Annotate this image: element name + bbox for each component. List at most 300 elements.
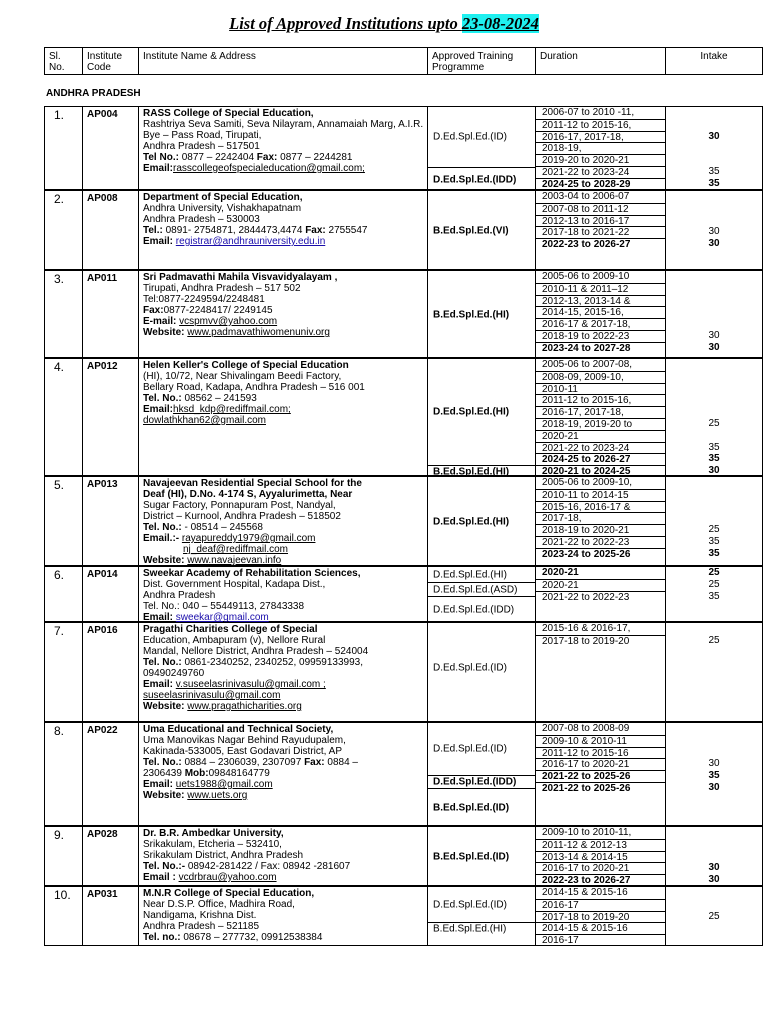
duration-entry: 2016-17 & 2017-18, <box>536 318 665 330</box>
header-code: Institute Code <box>82 48 138 74</box>
email-link[interactable]: rasscollegeofspecialeducation@gmail.com; <box>173 163 365 174</box>
email-label: Email: <box>143 163 174 174</box>
table-row <box>44 476 763 566</box>
sl-number: 5. <box>54 478 65 492</box>
email-link[interactable]: uets1988@gmail.com <box>175 779 273 790</box>
duration-entry: 2019-20 to 2020-21 <box>536 154 665 166</box>
programme-item <box>428 827 535 887</box>
intake-value: 35 <box>708 590 720 602</box>
email-label: E-mail: <box>143 316 177 327</box>
intake-value: 35 <box>708 177 720 189</box>
contact-line <box>143 768 425 779</box>
email-line <box>143 236 425 247</box>
intake-value: 35 <box>708 166 720 177</box>
programme-name: D.Ed.Spl.Ed.(ID) <box>433 662 507 674</box>
email-link[interactable]: vcdrbrau@yahoo.com <box>178 872 277 883</box>
duration-entry: 2015-16, 2016-17 & <box>536 501 665 513</box>
intake-value: 35 <box>708 547 720 559</box>
programme-name: D.Ed.Spl.Ed.(ID) <box>433 899 507 910</box>
programme-name: D.Ed.Spl.Ed.(IDD) <box>433 174 517 185</box>
header-sl: Sl. No. <box>49 51 65 73</box>
website-link[interactable]: www.pragathicharities.org <box>187 701 302 712</box>
sl-number: 8. <box>54 724 65 738</box>
duration-cell <box>535 359 665 478</box>
tel-value: - 08514 – 245568 <box>184 522 263 533</box>
duration-entry: 2020-21 <box>536 430 665 442</box>
programme-item <box>428 567 535 582</box>
intake-value: 25 <box>708 418 720 429</box>
institute-code: AP011 <box>82 271 138 357</box>
tel-value: 08562 – 241593 <box>184 393 257 404</box>
duration-entry: 2010-11 & 2011–12 <box>536 283 665 295</box>
intake-value: 30 <box>708 226 720 238</box>
contact-line <box>143 932 425 943</box>
website-line <box>143 790 425 801</box>
intake-value: 35 <box>708 536 720 547</box>
contact-line <box>143 152 425 163</box>
duration-entry: 2011-12 to 2015-16, <box>536 394 665 406</box>
programme-name: D.Ed.Spl.Ed.(HI) <box>433 406 510 418</box>
email-link[interactable]: rayapureddy1979@gmail.com <box>181 533 316 544</box>
website-link[interactable]: www.navajeevan.info <box>187 555 282 566</box>
programme-item <box>428 775 535 788</box>
programme-cell <box>427 107 535 189</box>
sl-number: 7. <box>54 624 65 638</box>
duration-entry: 2020-21 <box>542 567 579 578</box>
address-line: Srikakulam District, Andhra Pradesh <box>143 850 304 861</box>
intake-value: 25 <box>708 634 720 646</box>
institute-address <box>138 623 427 721</box>
intake-cell <box>665 827 762 885</box>
institute-address <box>138 107 427 189</box>
institute-name: RASS College of Special Education, <box>143 108 314 119</box>
address-line: Uma Manovikas Nagar Behind Rayudupalem, <box>143 735 346 746</box>
institute-address <box>138 271 427 357</box>
intake-value: 35 <box>708 770 720 782</box>
intake-cell <box>665 723 762 825</box>
programme-cell <box>427 887 535 945</box>
duration-cell <box>535 623 665 721</box>
fax-value: 0877-2248417/ 2249145 <box>163 305 273 316</box>
email-label: Email.:- <box>143 533 180 544</box>
tel-label: Tel. No.: <box>143 657 182 668</box>
address-line: Sugar Factory, Ponnapuram Post, Nandyal, <box>143 500 336 511</box>
duration-entry: 2011-12 to 2015-16 <box>536 747 665 759</box>
website-label: Website: <box>143 555 185 566</box>
duration-entry: 2016-17, 2017-18, <box>536 131 665 143</box>
email-link[interactable]: dowlathkhan62@gmail.com <box>143 415 266 426</box>
email-link[interactable]: sweekar@gmail.com <box>175 612 269 623</box>
programme-item <box>428 788 535 827</box>
duration-entry: 2016-17 to 2020-21 <box>536 758 665 770</box>
email-label: Email : <box>143 872 176 883</box>
email-line <box>143 163 425 174</box>
sl-number: 3. <box>54 272 65 286</box>
table-header <box>44 47 763 75</box>
website-line <box>143 555 425 566</box>
email-link[interactable]: v.suseelasrinivasulu@gmail.com ; <box>175 679 326 690</box>
duration-entry: 2014-15, 2015-16, <box>536 306 665 318</box>
duration-entry: 2020-21 <box>536 579 665 591</box>
table-row <box>44 622 763 722</box>
duration-cell <box>535 827 665 885</box>
intake-value: 35 <box>708 441 720 453</box>
programme-cell <box>427 623 535 721</box>
programme-name: B.Ed.Spl.Ed.(HI) <box>433 309 510 321</box>
contact-line <box>143 657 425 668</box>
sl-number: 9. <box>54 828 65 842</box>
programme-cell <box>427 827 535 885</box>
email-link[interactable]: hksd_kdp@rediffmail.com; <box>173 404 291 415</box>
mob-label: Mob: <box>184 768 209 779</box>
tel-label: Tel. No.: <box>143 393 182 404</box>
programme-name: B.Ed.Spl.Ed.(VI) <box>433 225 509 237</box>
email-label: Email: <box>143 779 174 790</box>
duration-entry: 2021-22 to 2025-26 <box>536 770 665 782</box>
duration-entry: 2021-22 to 2025-26 <box>536 782 665 794</box>
duration-cell <box>535 887 665 945</box>
institute-code: AP031 <box>82 887 138 945</box>
intake-value: 35 <box>708 453 720 465</box>
address-line: Andhra Pradesh – 521185 <box>143 921 260 932</box>
duration-entry: 2020-21 to 2024-25 <box>536 465 665 477</box>
table-row <box>44 886 763 946</box>
duration-entry: 2022-23 to 2026-27 <box>536 874 665 886</box>
contact-line: Tel. No.: 040 – 55449113, 27843338 <box>143 601 305 612</box>
programme-item <box>428 107 535 167</box>
institute-name: Uma Educational and Technical Society, <box>143 724 334 735</box>
programme-cell <box>427 723 535 825</box>
intake-cell <box>665 359 762 475</box>
duration-entry: 2023-24 to 2027-28 <box>536 342 665 354</box>
duration-entry: 2011-12 to 2015-16, <box>536 119 665 131</box>
programme-name: D.Ed.Spl.Ed.(HI) <box>433 569 507 580</box>
contact-line <box>143 522 425 533</box>
duration-entry: 2018-19, 2019-20 to <box>536 418 665 430</box>
duration-entry: 2015-16 & 2016-17, <box>542 623 631 634</box>
email-line <box>143 779 425 790</box>
programme-item <box>428 191 535 271</box>
duration-entry: 2012-13, 2013-14 & <box>536 295 665 307</box>
email-line <box>143 404 425 415</box>
institute-name: Helen Keller's College of Special Education <box>143 360 349 371</box>
address-line: Andhra Pradesh – 530003 <box>143 214 260 225</box>
table-row <box>44 358 763 476</box>
fax-label: Fax: <box>256 152 278 163</box>
duration-entry: 2008-09, 2009-10, <box>536 371 665 383</box>
duration-entry: 2016-17, 2017-18, <box>536 406 665 418</box>
intake-value: 25 <box>708 910 720 922</box>
duration-entry: 2007-08 to 2008-09 <box>542 723 630 734</box>
address-line: District – Kurnool, Andhra Pradesh – 518502 <box>143 511 341 522</box>
programme-item <box>428 723 535 775</box>
programme-name: D.Ed.Spl.Ed.(HI) <box>433 516 510 528</box>
duration-entry: 2005-06 to 2007-08, <box>542 359 633 370</box>
institute-address <box>138 887 427 945</box>
institute-name: Dr. B.R. Ambedkar University, <box>143 828 284 839</box>
duration-entry: 2021-22 to 2022-23 <box>536 536 665 548</box>
duration-entry: 2017-18, <box>536 512 665 524</box>
programme-item <box>428 359 535 465</box>
intake-value: 30 <box>708 758 720 770</box>
website-label: Website: <box>143 790 185 801</box>
duration-entry: 2009-10 & 2010-11 <box>536 735 665 747</box>
institute-code: AP028 <box>82 827 138 885</box>
address-line: Mandal, Nellore District, Andhra Pradesh – 524004 <box>143 646 369 657</box>
duration-entry: 2016-17 to 2020-21 <box>536 862 665 874</box>
duration-entry: 2014-15 & 2015-16 <box>542 887 628 898</box>
sl-number: 1. <box>54 108 65 122</box>
duration-cell <box>535 271 665 357</box>
duration-entry: 2021-22 to 2023-24 <box>536 166 665 178</box>
programme-cell <box>427 567 535 621</box>
email-link[interactable]: nj_deaf@rediffmail.com <box>183 544 289 555</box>
duration-entry: 2016-17 <box>536 934 665 946</box>
programme-cell <box>427 359 535 475</box>
table-row <box>44 722 763 826</box>
programme-item <box>428 623 535 713</box>
address-line: Rashtriya Seva Samiti, Seva Nilayram, Annamaiah Marg, A.I.R. Bye – Pass Road, Tirupati, <box>143 119 424 141</box>
email-label: Email: <box>143 236 174 247</box>
duration-entry: 2009-10 to 2010-11, <box>542 827 632 838</box>
institute-code: AP012 <box>82 359 138 475</box>
intake-cell <box>665 107 762 189</box>
duration-entry: 2014-15 & 2015-16 <box>536 922 665 934</box>
email-line <box>143 544 425 555</box>
programme-item <box>428 271 535 359</box>
programme-item <box>428 922 535 934</box>
institute-code: AP016 <box>82 623 138 721</box>
institute-name: M.N.R College of Special Education, <box>143 888 315 899</box>
duration-entry: 2007-08 to 2011-12 <box>536 203 665 215</box>
institute-code: AP014 <box>82 567 138 621</box>
address-line: Andhra University, Vishakhapatnam <box>143 203 302 214</box>
fax-value: 0884 – <box>327 757 358 768</box>
institute-address <box>138 827 427 885</box>
intake-value: 25 <box>708 567 720 578</box>
website-line <box>143 327 425 338</box>
institute-address <box>138 723 427 825</box>
tel-label: Tel. No.:- <box>143 861 186 872</box>
tel-label: Tel.: <box>143 225 163 236</box>
fax-value: 0877 – 2244281 <box>280 152 353 163</box>
institute-code: AP004 <box>82 107 138 189</box>
programme-item <box>428 887 535 922</box>
programme-item <box>428 477 535 567</box>
sl-number: 10. <box>54 888 71 902</box>
institute-address <box>138 567 427 621</box>
contact-line <box>143 225 425 236</box>
sl-number: 2. <box>54 192 65 206</box>
institute-code: AP022 <box>82 723 138 825</box>
intake-value: 25 <box>708 524 720 536</box>
address-line: Andhra Pradesh – 517501 <box>143 141 260 152</box>
institute-address <box>138 477 427 565</box>
intake-cell <box>665 477 762 565</box>
address-line: Srikakulam, Etcheria – 532410, <box>143 839 282 850</box>
duration-entry: 2017-18 to 2021-22 <box>536 226 665 238</box>
duration-entry: 2021-22 to 2022-23 <box>536 591 665 603</box>
institute-code: AP008 <box>82 191 138 269</box>
duration-entry: 2018-19, <box>536 142 665 154</box>
tel-value: 08678 – 277732, 09912538384 <box>183 932 323 943</box>
address-bold: Deaf (HI), D.No. 4-174 S, Ayyalurimetta, Near <box>143 489 353 500</box>
programme-name: D.Ed.Spl.Ed.(ID) <box>433 743 507 755</box>
duration-cell <box>535 107 665 189</box>
programme-item <box>428 167 535 191</box>
institute-address <box>138 191 427 269</box>
document-title <box>0 14 768 34</box>
tel-label: Tel. No.: <box>143 522 182 533</box>
tel-value: 2306439 <box>143 768 182 779</box>
duration-entry: 2017-18 to 2019-20 <box>536 635 665 647</box>
website-label: Website: <box>143 327 185 338</box>
duration-entry: 2003-04 to 2006-07 <box>542 191 630 202</box>
intake-value: 30 <box>708 782 720 793</box>
intake-cell <box>665 271 762 357</box>
institute-name: Sri Padmavathi Mahila Visvavidyalayam , <box>143 272 338 283</box>
intake-value: 30 <box>708 238 720 250</box>
programme-name: B.Ed.Spl.Ed.(HI) <box>433 466 510 477</box>
fax-label: Fax: <box>305 225 326 236</box>
address-line: Nandigama, Krishna Dist. <box>143 910 257 921</box>
intake-value: 30 <box>708 862 720 874</box>
tel-value: 0891- 2754871, 2844473,4474 <box>165 225 303 236</box>
table-row <box>44 190 763 270</box>
duration-entry: 2010-11 <box>536 383 665 395</box>
intake-value: 30 <box>708 330 720 341</box>
intake-value: 30 <box>708 341 720 353</box>
institute-code: AP013 <box>82 477 138 565</box>
institute-name: Sweekar Academy of Rehabilitation Sciences, <box>143 568 361 579</box>
table-row <box>44 826 763 886</box>
programme-name: D.Ed.Spl.Ed.(IDD) <box>433 776 517 788</box>
tel-value: 0884 – 2306039, 2307097 <box>184 757 302 768</box>
website-link[interactable]: www.uets.org <box>187 790 248 801</box>
intake-cell <box>665 191 762 269</box>
header-duration: Duration <box>535 48 665 74</box>
duration-cell <box>535 723 665 825</box>
programme-name: D.Ed.Spl.Ed.(ASD) <box>433 584 518 595</box>
email-line <box>143 679 425 690</box>
email-label: Email: <box>143 404 174 415</box>
email-line <box>143 415 425 426</box>
duration-entry: 2022-23 to 2026-27 <box>536 238 665 250</box>
header-name: Institute Name & Address <box>138 48 427 74</box>
address-line <box>143 489 425 500</box>
address-line: Tel:0877-2249594/2248481 <box>143 294 265 305</box>
state-heading: ANDHRA PRADESH <box>46 88 141 99</box>
duration-entry: 2016-17 <box>536 899 665 911</box>
email-line <box>143 690 425 701</box>
programme-cell <box>427 477 535 565</box>
title-date: 23-08-2024 <box>461 14 539 33</box>
institute-name: Department of Special Education, <box>143 192 303 203</box>
tel-label: Tel No.: <box>143 152 179 163</box>
address-line: Education, Ambapuram (v), Nellore Rural <box>143 635 326 646</box>
intake-cell <box>665 887 762 945</box>
mob-value: 09848164779 <box>208 768 270 779</box>
duration-cell <box>535 477 665 565</box>
intake-cell <box>665 567 762 621</box>
email-line <box>143 316 425 327</box>
duration-entry: 2006-07 to 2010 -11, <box>542 107 635 118</box>
tel-label: Tel. No.: <box>143 757 182 768</box>
duration-entry: 2011-12 & 2012-13 <box>536 839 665 851</box>
table-row <box>44 270 763 358</box>
contact-line <box>143 757 425 768</box>
address-line: Andhra Pradesh <box>143 590 216 601</box>
duration-entry: 2024-25 to 2028-29 <box>536 178 665 190</box>
duration-entry: 2005-06 to 2009-10 <box>542 271 630 282</box>
fax-label: Fax: <box>304 757 325 768</box>
duration-cell <box>535 191 665 269</box>
duration-entry: 2010-11 to 2014-15 <box>536 489 665 501</box>
programme-item <box>428 596 535 623</box>
address-line: Near D.S.P. Office, Madhira Road, <box>143 899 295 910</box>
programme-item <box>428 582 535 596</box>
website-label: Website: <box>143 701 185 712</box>
website-line <box>143 701 425 712</box>
website-link[interactable]: www.padmavathiwomenuniv.org <box>187 327 330 338</box>
institute-name: Navajeevan Residential Special School for the <box>143 478 362 489</box>
address-line: (HI), 10/72, Near Shivalingam Beedi Factory, <box>143 371 342 382</box>
contact-line <box>143 305 425 316</box>
programme-cell <box>427 191 535 269</box>
fax-label: Fax: <box>143 305 164 316</box>
intake-value: 30 <box>708 465 720 477</box>
contact-line <box>143 393 425 404</box>
intake-value: 30 <box>708 874 720 886</box>
contact-line: 09490249760 <box>143 668 205 679</box>
institute-name: Pragathi Charities College of Special <box>143 624 318 635</box>
address-line: Tirupati, Andhra Pradesh – 517 502 <box>143 283 301 294</box>
duration-entry: 2018-19 to 2022-23 <box>536 330 665 342</box>
programme-name: D.Ed.Spl.Ed.(IDD) <box>433 604 515 616</box>
intake-value: 30 <box>708 130 720 142</box>
header-programme: Approved Training Programme <box>427 48 535 74</box>
programme-name: D.Ed.Spl.Ed.(ID) <box>433 131 507 143</box>
tel-value: 08942-281422 / Fax: 08942 -281607 <box>187 861 351 872</box>
email-label: Email: <box>143 612 174 623</box>
programme-name: B.Ed.Spl.Ed.(ID) <box>433 802 510 814</box>
tel-value: 0877 – 2242404 <box>181 152 255 163</box>
fax-value: 2755547 <box>328 225 368 236</box>
sl-number: 6. <box>54 568 65 582</box>
tel-value: 0861-2340252, 2340252, 09959133993, <box>184 657 363 668</box>
contact-line <box>143 861 425 872</box>
title-text: List of Approved Institutions upto <box>229 14 462 33</box>
table-row <box>44 566 763 622</box>
address-line: Dist. Government Hospital, Kadapa Dist., <box>143 579 326 590</box>
duration-entry: 2017-18 to 2019-20 <box>536 911 665 923</box>
sl-number: 4. <box>54 360 65 374</box>
programme-name: B.Ed.Spl.Ed.(ID) <box>433 851 510 863</box>
email-link[interactable]: vcspmvv@yahoo.com <box>179 316 278 327</box>
email-link[interactable]: suseelasrinivasulu@gmail.com <box>143 690 281 701</box>
email-link[interactable]: registrar@andhrauniversity.edu.in <box>175 236 326 247</box>
intake-cell <box>665 623 762 721</box>
duration-entry: 2013-14 & 2014-15 <box>536 851 665 863</box>
programme-cell <box>427 271 535 357</box>
institute-address <box>138 359 427 475</box>
duration-entry: 2023-24 to 2025-26 <box>536 548 665 560</box>
intake-value: 25 <box>708 578 720 590</box>
duration-entry: 2024-25 to 2026-27 <box>536 453 665 465</box>
table-row <box>44 106 763 190</box>
address-line: Bellary Road, Kadapa, Andhra Pradesh – 516 001 <box>143 382 365 393</box>
duration-entry: 2012-13 to 2016-17 <box>536 215 665 227</box>
